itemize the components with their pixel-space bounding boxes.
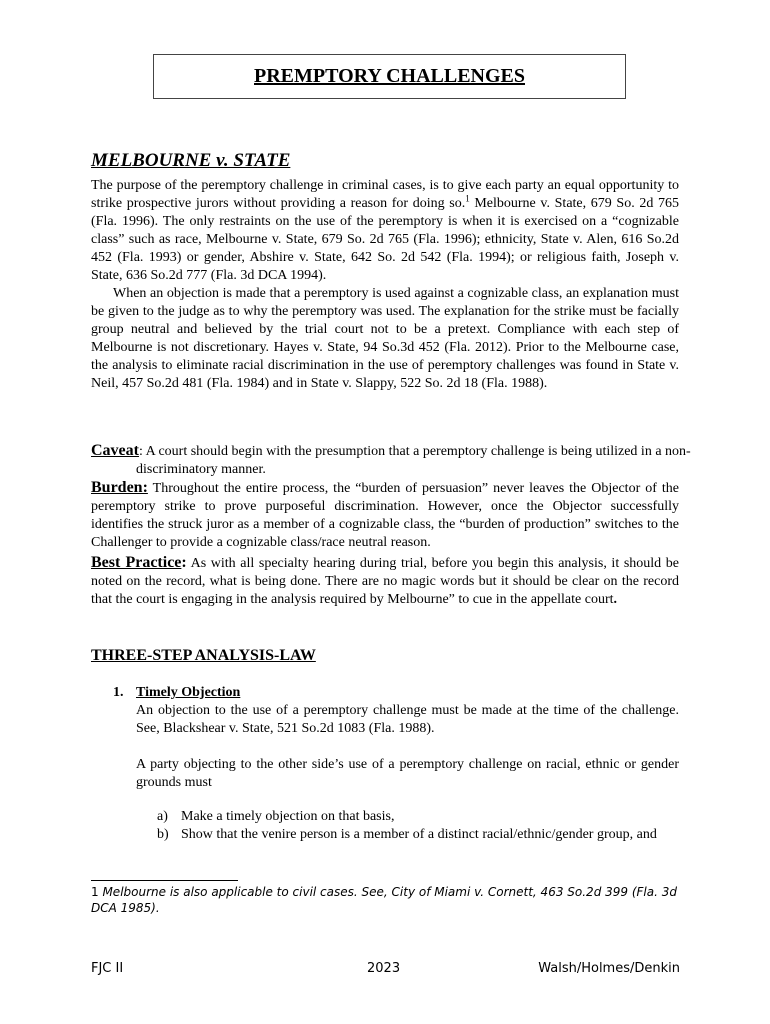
best-practice-colon: :	[181, 554, 187, 571]
best-practice-text: As with all specialty hearing during trial, before you begin this analysis, it should be noted on the record, what is being done. There are no magic words but it should be clear on the record that the court is engaging in the analysis required by Melbourne” to cue in the appellate court	[91, 556, 679, 607]
best-practice-end: .	[613, 592, 617, 607]
caveat-paragraph	[91, 442, 724, 479]
section-heading: MELBOURNE v. STATE	[91, 150, 291, 171]
page-title: PREMPTORY CHALLENGES	[254, 65, 525, 87]
title-box	[153, 54, 626, 99]
burden-paragraph	[91, 479, 679, 552]
list-item	[157, 808, 679, 826]
caveat-text: : A court should begin with the presumption that a peremptory challenge is being utilized in a non-discriminatory manner.	[136, 444, 691, 477]
burden-text: Throughout the entire process, the “burden of persuasion” never leaves the Objector of the peremptory strike to prove purposeful discrimination. However, once the Objector successfully identifies the struck juror as a member of a cognizable class, the “burden of production” switches to the Challenger to provide a cognizable class/race neutral reason.	[91, 481, 679, 550]
footer-center: 2023	[367, 961, 401, 976]
caveat-label: Caveat	[91, 442, 139, 459]
footnote-number: 1	[91, 885, 99, 899]
list-item	[157, 826, 679, 844]
intro-text-b: Melbourne v. State, 679 So. 2d 765 (Fla. 1996). The only restraints on the use of the peremptory is when it is exercised on a “cognizable class” such as race, Melbourne v. State, 679 So. 2d 765 (Fla. 1996); ethnicity, State v. Alen, 616 So.2d 452 (Fla. 1993) or gender, Abshire v. State, 642 So. 2d 542 (Fla. 1994); or religious faith, Joseph v. State, 636 So.2d 777 (Fla. 3d DCA 1994).	[91, 196, 679, 283]
burden-label: Burden:	[91, 479, 148, 496]
best-practice-paragraph	[91, 554, 679, 609]
list-letter: a)	[157, 809, 168, 824]
footnote	[91, 884, 681, 916]
three-step-heading: THREE-STEP ANALYSIS-LAW	[91, 647, 316, 664]
list-text: Make a timely objection on that basis,	[181, 809, 395, 824]
step-title: Timely Objection	[136, 685, 241, 700]
footer-left: FJC II	[91, 961, 124, 976]
requirements-list	[157, 808, 679, 844]
list-letter: b)	[157, 827, 169, 842]
intro-paragraph	[91, 177, 679, 285]
step-1-paragraph-1: An objection to the use of a peremptory challenge must be made at the time of the challenge. See, Blackshear v. State, 521 So.2d 1083 (Fla. 1988).	[136, 703, 679, 736]
footer-right: Walsh/Holmes/Denkin	[538, 961, 680, 976]
best-practice-label: Best Practice	[91, 554, 182, 571]
footnote-text: Melbourne is also applicable to civil cases. See, City of Miami v. Cornett, 463 So.2d 399 (Fla. 3d DCA 1985).	[91, 885, 677, 915]
list-text: Show that the venire person is a member of a distinct racial/ethnic/gender group, and	[181, 827, 657, 842]
footnote-separator	[91, 880, 238, 881]
step-number: 1.	[113, 685, 124, 700]
objection-paragraph: When an objection is made that a peremptory is used against a cognizable class, an explanation must be given to the judge as to why the peremptory was used. The explanation for the strike must be facially group neutral and believed by the trial court not to be a pretext. Compliance with each step of Melbourne is not discretionary. Hayes v. State, 94 So.3d 452 (Fla. 2012). Prior to the Melbourne case, the analysis to eliminate racial discrimination in the use of peremptory challenges was found in State v. Neil, 457 So.2d 481 (Fla. 1984) and in State v. Slappy, 522 So. 2d 18 (Fla. 1988).	[91, 286, 679, 391]
intro-text-a: The purpose of the peremptory challenge in criminal cases, is to give each party an equal opportunity to strike prospective jurors without providing a reason for doing so.	[91, 178, 679, 211]
step-1-paragraph-2: A party objecting to the other side’s use of a peremptory challenge on racial, ethnic or gender grounds must	[136, 757, 679, 790]
footnote-ref: 1	[465, 193, 470, 204]
